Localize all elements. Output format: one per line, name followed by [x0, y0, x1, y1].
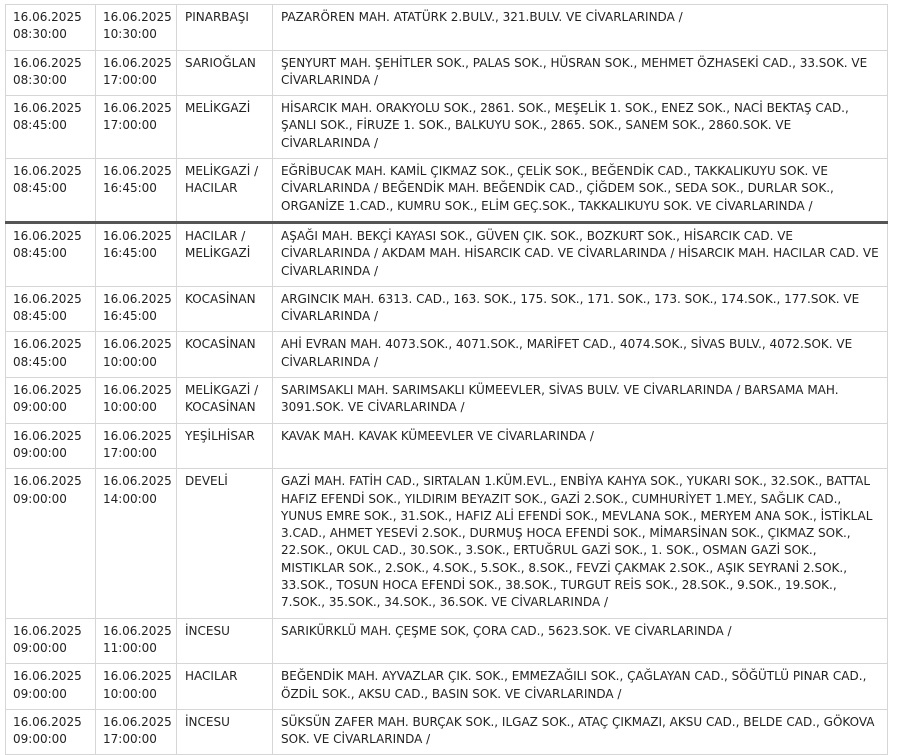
table-row — [6, 50, 888, 96]
end-time: 16:45:00 — [103, 309, 157, 324]
table-row — [6, 222, 888, 286]
end-time: 10:00:00 — [103, 354, 157, 369]
end-date: 16.06.2025 — [103, 669, 172, 684]
start-cell — [6, 423, 96, 469]
start-date: 16.06.2025 — [13, 228, 82, 243]
table-row — [6, 332, 888, 378]
end-cell — [96, 96, 177, 159]
end-date: 16.06.2025 — [103, 428, 172, 443]
district-cell — [177, 469, 273, 618]
district-name: SARIOĞLAN — [185, 55, 256, 70]
end-date: 16.06.2025 — [103, 714, 172, 729]
district-cell — [177, 96, 273, 159]
district-name: İNCESU — [185, 623, 230, 638]
end-date: 16.06.2025 — [103, 623, 172, 638]
end-time: 16:45:00 — [103, 181, 157, 196]
affected-streets: EĞRİBUCAK MAH. KAMİL ÇIKMAZ SOK., ÇELİK SOK., BEĞENDİK CAD., TAKKALIKUYU SOK. VE CİVARLARINDA / BEĞENDİK MAH. BEĞENDİK CAD., ÇİĞDEM SOK., SEDA SOK., DURLAR SOK., ORGANİZE 1.CAD., KUMRU SOK., ELİM GEÇ.SOK., TAKKALIKUYU SOK. VE CİVARLARINDA / — [281, 164, 834, 213]
start-date: 16.06.2025 — [13, 714, 82, 729]
start-cell — [6, 332, 96, 378]
district-cell — [177, 423, 273, 469]
address-cell — [273, 50, 888, 96]
address-cell — [273, 332, 888, 378]
affected-streets: ŞENYURT MAH. ŞEHİTLER SOK., PALAS SOK., HÜSRAN SOK., MEHMET ÖZHASEKİ CAD., 33.SOK. VE CİVARLARINDA / — [281, 55, 868, 87]
end-time: 17:00:00 — [103, 72, 157, 87]
end-cell — [96, 286, 177, 332]
table-row — [6, 5, 888, 51]
end-time: 17:00:00 — [103, 445, 157, 460]
table-row — [6, 618, 888, 664]
start-time: 08:30:00 — [13, 72, 67, 87]
district-name: MELİKGAZİ / HACILAR — [185, 164, 259, 196]
address-cell — [273, 286, 888, 332]
start-time: 09:00:00 — [13, 400, 67, 415]
address-cell — [273, 469, 888, 618]
affected-streets: PAZARÖREN MAH. ATATÜRK 2.BULV., 321.BULV. VE CİVARLARINDA / — [281, 10, 683, 24]
district-cell — [177, 664, 273, 710]
district-name: PINARBAŞI — [185, 10, 249, 24]
end-cell — [96, 332, 177, 378]
table-row — [6, 664, 888, 710]
start-cell — [6, 378, 96, 424]
start-time: 09:00:00 — [13, 445, 67, 460]
table-row — [6, 378, 888, 424]
address-cell — [273, 423, 888, 469]
start-date: 16.06.2025 — [13, 428, 82, 443]
start-cell — [6, 664, 96, 710]
affected-streets: SARIMSAKLI MAH. SARIMSAKLI KÜMEEVLER, SİVAS BULV. VE CİVARLARINDA / BARSAMA MAH. 3091.SOK. VE CİVARLARINDA / — [281, 383, 839, 415]
start-time: 08:45:00 — [13, 246, 67, 261]
affected-streets: AHİ EVRAN MAH. 4073.SOK., 4071.SOK., MARİFET CAD., 4074.SOK., SİVAS BULV., 4072.SOK. VE CİVARLARINDA / — [281, 337, 853, 369]
district-name: MELİKGAZİ / KOCASİNAN — [185, 383, 259, 415]
start-date: 16.06.2025 — [13, 623, 82, 638]
district-cell — [177, 5, 273, 51]
end-date: 16.06.2025 — [103, 101, 172, 116]
start-cell — [6, 618, 96, 664]
district-cell — [177, 332, 273, 378]
address-cell — [273, 378, 888, 424]
end-cell — [96, 378, 177, 424]
affected-streets: ARGINCIK MAH. 6313. CAD., 163. SOK., 175. SOK., 171. SOK., 173. SOK., 174.SOK., 177.SOK. VE CİVARLARINDA / — [281, 291, 860, 324]
district-name: KOCASİNAN — [185, 291, 256, 306]
end-time: 11:00:00 — [103, 640, 157, 655]
district-cell — [177, 378, 273, 424]
start-cell — [6, 222, 96, 286]
start-cell — [6, 5, 96, 51]
district-cell — [177, 709, 273, 755]
end-time: 10:30:00 — [103, 27, 157, 42]
affected-streets: SÜKSÜN ZAFER MAH. BURÇAK SOK., ILGAZ SOK., ATAÇ ÇIKMAZI, AKSU CAD., BELDE CAD., GÖKOVA SOK. VE CİVARLARINDA / — [281, 714, 875, 747]
affected-streets: SARIKÜRKLÜ MAH. ÇEŞME SOK, ÇORA CAD., 5623.SOK. VE CİVARLARINDA / — [281, 623, 732, 638]
end-date: 16.06.2025 — [103, 474, 172, 489]
end-cell — [96, 709, 177, 755]
table-row — [6, 96, 888, 159]
start-date: 16.06.2025 — [13, 474, 82, 489]
end-cell — [96, 469, 177, 618]
address-cell — [273, 709, 888, 755]
end-time: 16:45:00 — [103, 246, 157, 261]
start-date: 16.06.2025 — [13, 337, 82, 352]
address-cell — [273, 222, 888, 286]
end-time: 10:00:00 — [103, 686, 157, 701]
table-row — [6, 423, 888, 469]
district-cell — [177, 159, 273, 223]
address-cell — [273, 664, 888, 710]
district-cell — [177, 222, 273, 286]
start-time: 09:00:00 — [13, 491, 67, 506]
start-time: 08:45:00 — [13, 118, 67, 133]
start-time: 08:30:00 — [13, 27, 67, 42]
start-cell — [6, 469, 96, 618]
end-cell — [96, 159, 177, 223]
address-cell — [273, 96, 888, 159]
end-date: 16.06.2025 — [103, 228, 172, 243]
start-time: 08:45:00 — [13, 181, 67, 196]
table-row — [6, 159, 888, 223]
table-row — [6, 469, 888, 618]
affected-streets: AŞAĞI MAH. BEKÇİ KAYASI SOK., GÜVEN ÇIK. SOK., BOZKURT SOK., HİSARCIK CAD. VE CİVARLARINDA / AKDAM MAH. HİSARCIK CAD. VE CİVARLARINDA / HİSARCIK MAH. HACILAR CAD. VE CİVARLARINDA / — [281, 228, 879, 278]
end-date: 16.06.2025 — [103, 337, 172, 352]
start-time: 08:45:00 — [13, 354, 67, 369]
affected-streets: GAZİ MAH. FATİH CAD., SIRTALAN 1.KÜM.EVL., ENBİYA KAHYA SOK., YUKARI SOK., 32.SOK., BATTAL HAFIZ EFENDİ SOK., YILDIRIM BEYAZIT SOK., GAZİ 2.SOK., CUMHURİYET 1.MEY., SAĞLIK CAD., YUNUS EMRE SOK., 31.SOK., HAFIZ ALİ EFENDİ SOK., MEVLANA SOK., MERYEM ANA SOK., İSTİKLAL 3.CAD., AHMET YESEVİ 2.SOK., DURMUŞ HOCA EFENDİ SOK., MİMARSİNAN SOK., ÇIKMAZ SOK., 22.SOK., OKUL CAD., 30.SOK., 3.SOK., ERTUĞRUL GAZİ SOK., 1. SOK., OSMAN GAZİ SOK., MISTIKLAR SOK., 2.SOK., 4.SOK., 5.SOK., 8.SOK., FEVZİ ÇAKMAK 2.SOK., AŞIK SEYRANİ 2.SOK., 33.SOK., TOSUN HOCA EFENDİ SOK., 38.SOK., TURGUT REİS SOK., 28.SOK., 9.SOK., 19.SOK., 7.SOK., 35.SOK., 34.SOK., 36.SOK. VE CİVARLARINDA / — [281, 474, 873, 610]
start-date: 16.06.2025 — [13, 10, 82, 24]
end-date: 16.06.2025 — [103, 291, 172, 306]
district-name: KOCASİNAN — [185, 337, 256, 352]
start-date: 16.06.2025 — [13, 669, 82, 684]
district-name: HACILAR / MELİKGAZİ — [185, 228, 251, 261]
start-date: 16.06.2025 — [13, 101, 82, 116]
end-date: 16.06.2025 — [103, 55, 172, 70]
start-time: 08:45:00 — [13, 309, 67, 324]
start-time: 09:00:00 — [13, 732, 67, 747]
table-row — [6, 286, 888, 332]
district-cell — [177, 286, 273, 332]
end-cell — [96, 664, 177, 710]
end-date: 16.06.2025 — [103, 383, 172, 398]
address-cell — [273, 5, 888, 51]
start-cell — [6, 50, 96, 96]
outage-table-body — [6, 5, 888, 755]
end-time: 14:00:00 — [103, 491, 157, 506]
outage-table — [5, 4, 888, 755]
end-cell — [96, 222, 177, 286]
district-name: İNCESU — [185, 714, 230, 729]
end-cell — [96, 5, 177, 51]
district-cell — [177, 618, 273, 664]
end-time: 17:00:00 — [103, 118, 157, 133]
affected-streets: HİSARCIK MAH. ORAKYOLU SOK., 2861. SOK., MEŞELİK 1. SOK., ENEZ SOK., NACİ BEKTAŞ CAD., ŞANLI SOK., FİRUZE 1. SOK., BALKUYU SOK., 2865. SOK., SANEM SOK., 2860.SOK. VE CİVARLARINDA / — [281, 101, 849, 150]
address-cell — [273, 618, 888, 664]
address-cell — [273, 159, 888, 223]
affected-streets: KAVAK MAH. KAVAK KÜMEEVLER VE CİVARLARINDA / — [281, 428, 594, 443]
end-date: 16.06.2025 — [103, 10, 172, 24]
start-time: 09:00:00 — [13, 686, 67, 701]
start-cell — [6, 96, 96, 159]
start-date: 16.06.2025 — [13, 164, 82, 179]
end-date: 16.06.2025 — [103, 164, 172, 179]
start-date: 16.06.2025 — [13, 55, 82, 70]
end-cell — [96, 50, 177, 96]
start-cell — [6, 159, 96, 223]
district-name: YEŞİLHİSAR — [185, 428, 255, 443]
start-cell — [6, 286, 96, 332]
start-cell — [6, 709, 96, 755]
district-name: HACILAR — [185, 669, 238, 684]
start-time: 09:00:00 — [13, 640, 67, 655]
end-cell — [96, 423, 177, 469]
district-name: DEVELİ — [185, 474, 228, 489]
end-cell — [96, 618, 177, 664]
district-cell — [177, 50, 273, 96]
end-time: 10:00:00 — [103, 400, 157, 415]
table-row — [6, 709, 888, 755]
district-name: MELİKGAZİ — [185, 101, 251, 116]
start-date: 16.06.2025 — [13, 291, 82, 306]
affected-streets: BEĞENDİK MAH. AYVAZLAR ÇIK. SOK., EMMEZAĞILI SOK., ÇAĞLAYAN CAD., SÖĞÜTLÜ PINAR CAD., ÖZDİL SOK., AKSU CAD., BASIN SOK. VE CİVARLARINDA / — [281, 669, 867, 701]
start-date: 16.06.2025 — [13, 383, 82, 398]
end-time: 17:00:00 — [103, 732, 157, 747]
